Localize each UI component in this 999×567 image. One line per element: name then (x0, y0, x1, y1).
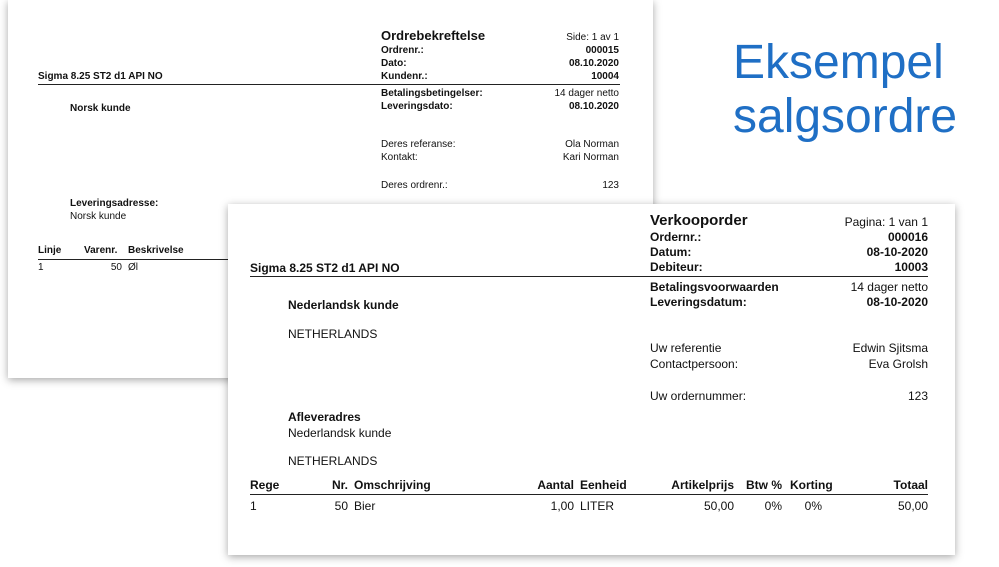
column-header-discount: Korting (790, 478, 833, 492)
column-header-vat: Btw % (746, 478, 782, 492)
delivery-date-value: 08.10.2020 (568, 101, 619, 112)
contact-value: Kari Norman (562, 152, 619, 163)
delivery-date-value: 08-10-2020 (866, 295, 928, 309)
delivery-address-name: Nederlandsk kunde (288, 426, 392, 440)
contact-label: Kontakt: (381, 152, 418, 163)
reference-label: Deres referanse: (381, 139, 456, 150)
row-nr: 50 (334, 499, 348, 513)
table-divider (250, 494, 928, 495)
column-header-price: Artikelprijs (671, 478, 734, 492)
customer-name: Nederlandsk kunde (288, 298, 399, 312)
reference-label: Uw referentie (650, 341, 722, 355)
contact-value: Eva Grolsh (868, 357, 928, 371)
payment-terms-label: Betalingsbetingelser: (381, 88, 483, 99)
contact-label: Contactpersoon: (650, 357, 739, 371)
header-divider (38, 84, 620, 85)
debtor-value: 10003 (894, 260, 928, 274)
column-header-line: Rege (250, 478, 280, 492)
column-header-quantity: Aantal (537, 478, 574, 492)
delivery-date-label: Leveringsdatum: (650, 295, 747, 309)
row-unit: LITER (580, 499, 615, 513)
order-number-label: Ordernr.: (650, 230, 702, 244)
date-value: 08-10-2020 (866, 245, 928, 259)
headline-line-2: salgsordre (733, 90, 958, 143)
column-header-item: Varenr. (84, 245, 118, 256)
customer-country: NETHERLANDS (288, 327, 378, 341)
column-header-nr: Nr. (331, 478, 348, 492)
customer-number-value: 10004 (591, 71, 619, 82)
column-header-line: Linje (38, 245, 62, 256)
row-total: 50,00 (897, 499, 928, 513)
delivery-date-label: Leveringsdato: (381, 101, 453, 112)
page-indicator: Pagina: 1 van 1 (844, 215, 928, 229)
row-quantity: 1,00 (550, 499, 574, 513)
row-line: 1 (250, 499, 257, 513)
payment-terms-label: Betalingsvoorwaarden (650, 280, 779, 294)
document-title: Verkooporder (650, 212, 748, 229)
row-description: Bier (354, 499, 376, 513)
company-name: Sigma 8.25 ST2 d1 API NO (38, 71, 163, 82)
customer-name: Norsk kunde (70, 103, 131, 114)
order-number-value: 000015 (585, 45, 619, 56)
row-price: 50,00 (703, 499, 734, 513)
row-item: 50 (110, 262, 122, 273)
order-number-label: Ordrenr.: (381, 45, 424, 56)
column-header-unit: Eenheid (580, 478, 627, 492)
your-order-label: Uw ordernummer: (650, 389, 747, 403)
your-order-label: Deres ordrenr.: (381, 180, 448, 191)
delivery-address-country: NETHERLANDS (288, 454, 378, 468)
page-indicator: Side: 1 av 1 (566, 32, 619, 43)
payment-terms-value: 14 dager netto (850, 280, 928, 294)
reference-value: Ola Norman (565, 139, 619, 150)
table-divider (38, 259, 238, 260)
document-title: Ordrebekreftelse (381, 28, 486, 43)
debtor-label: Debiteur: (650, 260, 703, 274)
sales-order-document-nl (228, 204, 955, 555)
order-number-value: 000016 (887, 230, 928, 244)
your-order-value: 123 (602, 180, 619, 191)
slide-headline (733, 36, 957, 144)
header-divider (250, 276, 928, 277)
column-header-total: Totaal (893, 478, 928, 492)
row-discount: 0% (804, 499, 822, 513)
delivery-address-label: Leveringsadresse: (70, 198, 159, 209)
payment-terms-value: 14 dager netto (554, 88, 619, 99)
company-name: Sigma 8.25 ST2 d1 API NO (250, 261, 400, 275)
date-label: Dato: (381, 58, 407, 69)
date-label: Datum: (650, 245, 692, 259)
row-description: Øl (128, 262, 138, 273)
delivery-address-label: Afleveradres (288, 410, 361, 424)
your-order-value: 123 (907, 389, 928, 403)
customer-number-label: Kundenr.: (381, 71, 428, 82)
headline-line-1: Eksempel (733, 36, 944, 89)
delivery-address-value: Norsk kunde (70, 211, 127, 222)
column-header-description: Omschrijving (354, 478, 431, 492)
row-line: 1 (38, 262, 44, 273)
date-value: 08.10.2020 (568, 58, 619, 69)
column-header-description: Beskrivelse (128, 245, 184, 256)
reference-value: Edwin Sjitsma (852, 341, 928, 355)
row-vat: 0% (764, 499, 782, 513)
